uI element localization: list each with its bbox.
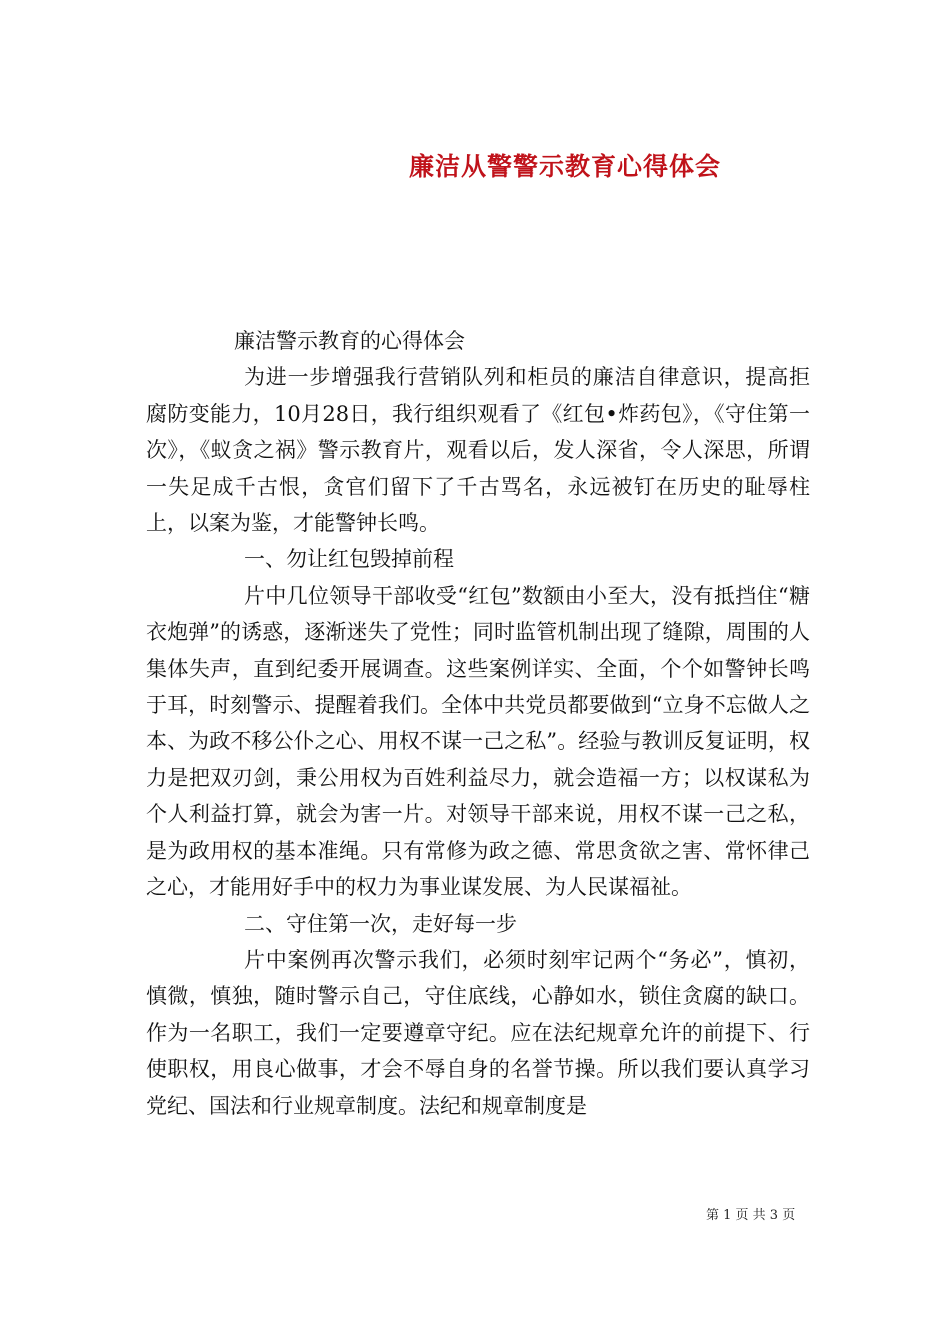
page-number: 第 1 页 共 3 页 [706, 1208, 796, 1223]
document-body [146, 323, 810, 1124]
paragraph: 为进一步增强我行营销队列和柜员的廉洁自律意识，提高拒腐防变能力，10月28日，我行组织观看了《红包•炸药包》，《守住第一次》，《蚁贪之祸》警示教育片，观看以后，发人深省，令人深思，所谓一失足成千古恨，贪官们留下了千古骂名，永远被钉在历史的耻辱柱上，以案为鉴，才能警钟长鸣。 [146, 365, 810, 536]
paragraph: 片中几位领导干部收受“红包”数额由小至大，没有抵挡住“糖衣炮弹”的诱惑，逐渐迷失了党性；同时监管机制出现了缝隙，周围的人集体失声，直到纪委开展调查。这些案例详实、全面，个个如警钟长鸣于耳，时刻警示、提醒着我们。全体中共党员都要做到“立身不忘做人之本、为政不移公仆之心、用权不谋一己之私”。经验与教训反复证明，权力是把双刃剑，秉公用权为百姓利益尽力，就会造福一方；以权谋私为个人利益打算，就会为害一片。对领导干部来说，用权不谋一己之私，是为政用权的基本准绳。只有常修为政之德、常思贪欲之害、常怀律己之心，才能用好手中的权力为事业谋发展、为人民谋福祉。 [146, 583, 810, 900]
section-heading: 一、勿让红包毁掉前程 [244, 547, 454, 572]
section-heading: 二、守住第一次，走好每一步 [244, 911, 517, 936]
paragraph: 片中案例再次警示我们，必须时刻牢记两个“务必”，慎初，慎微，慎独，随时警示自己，守住底线，心静如水，锁住贪腐的缺口。作为一名职工，我们一定要遵章守纪。应在法纪规章允许的前提下、行使职权，用良心做事，才会不辱自身的名誉节操。所以我们要认真学习党纪、国法和行业规章制度。法纪和规章制度是 [146, 947, 810, 1118]
document-title: 廉洁从警警示教育心得体会 [408, 151, 721, 181]
intro-line: 廉洁警示教育的心得体会 [234, 329, 465, 353]
